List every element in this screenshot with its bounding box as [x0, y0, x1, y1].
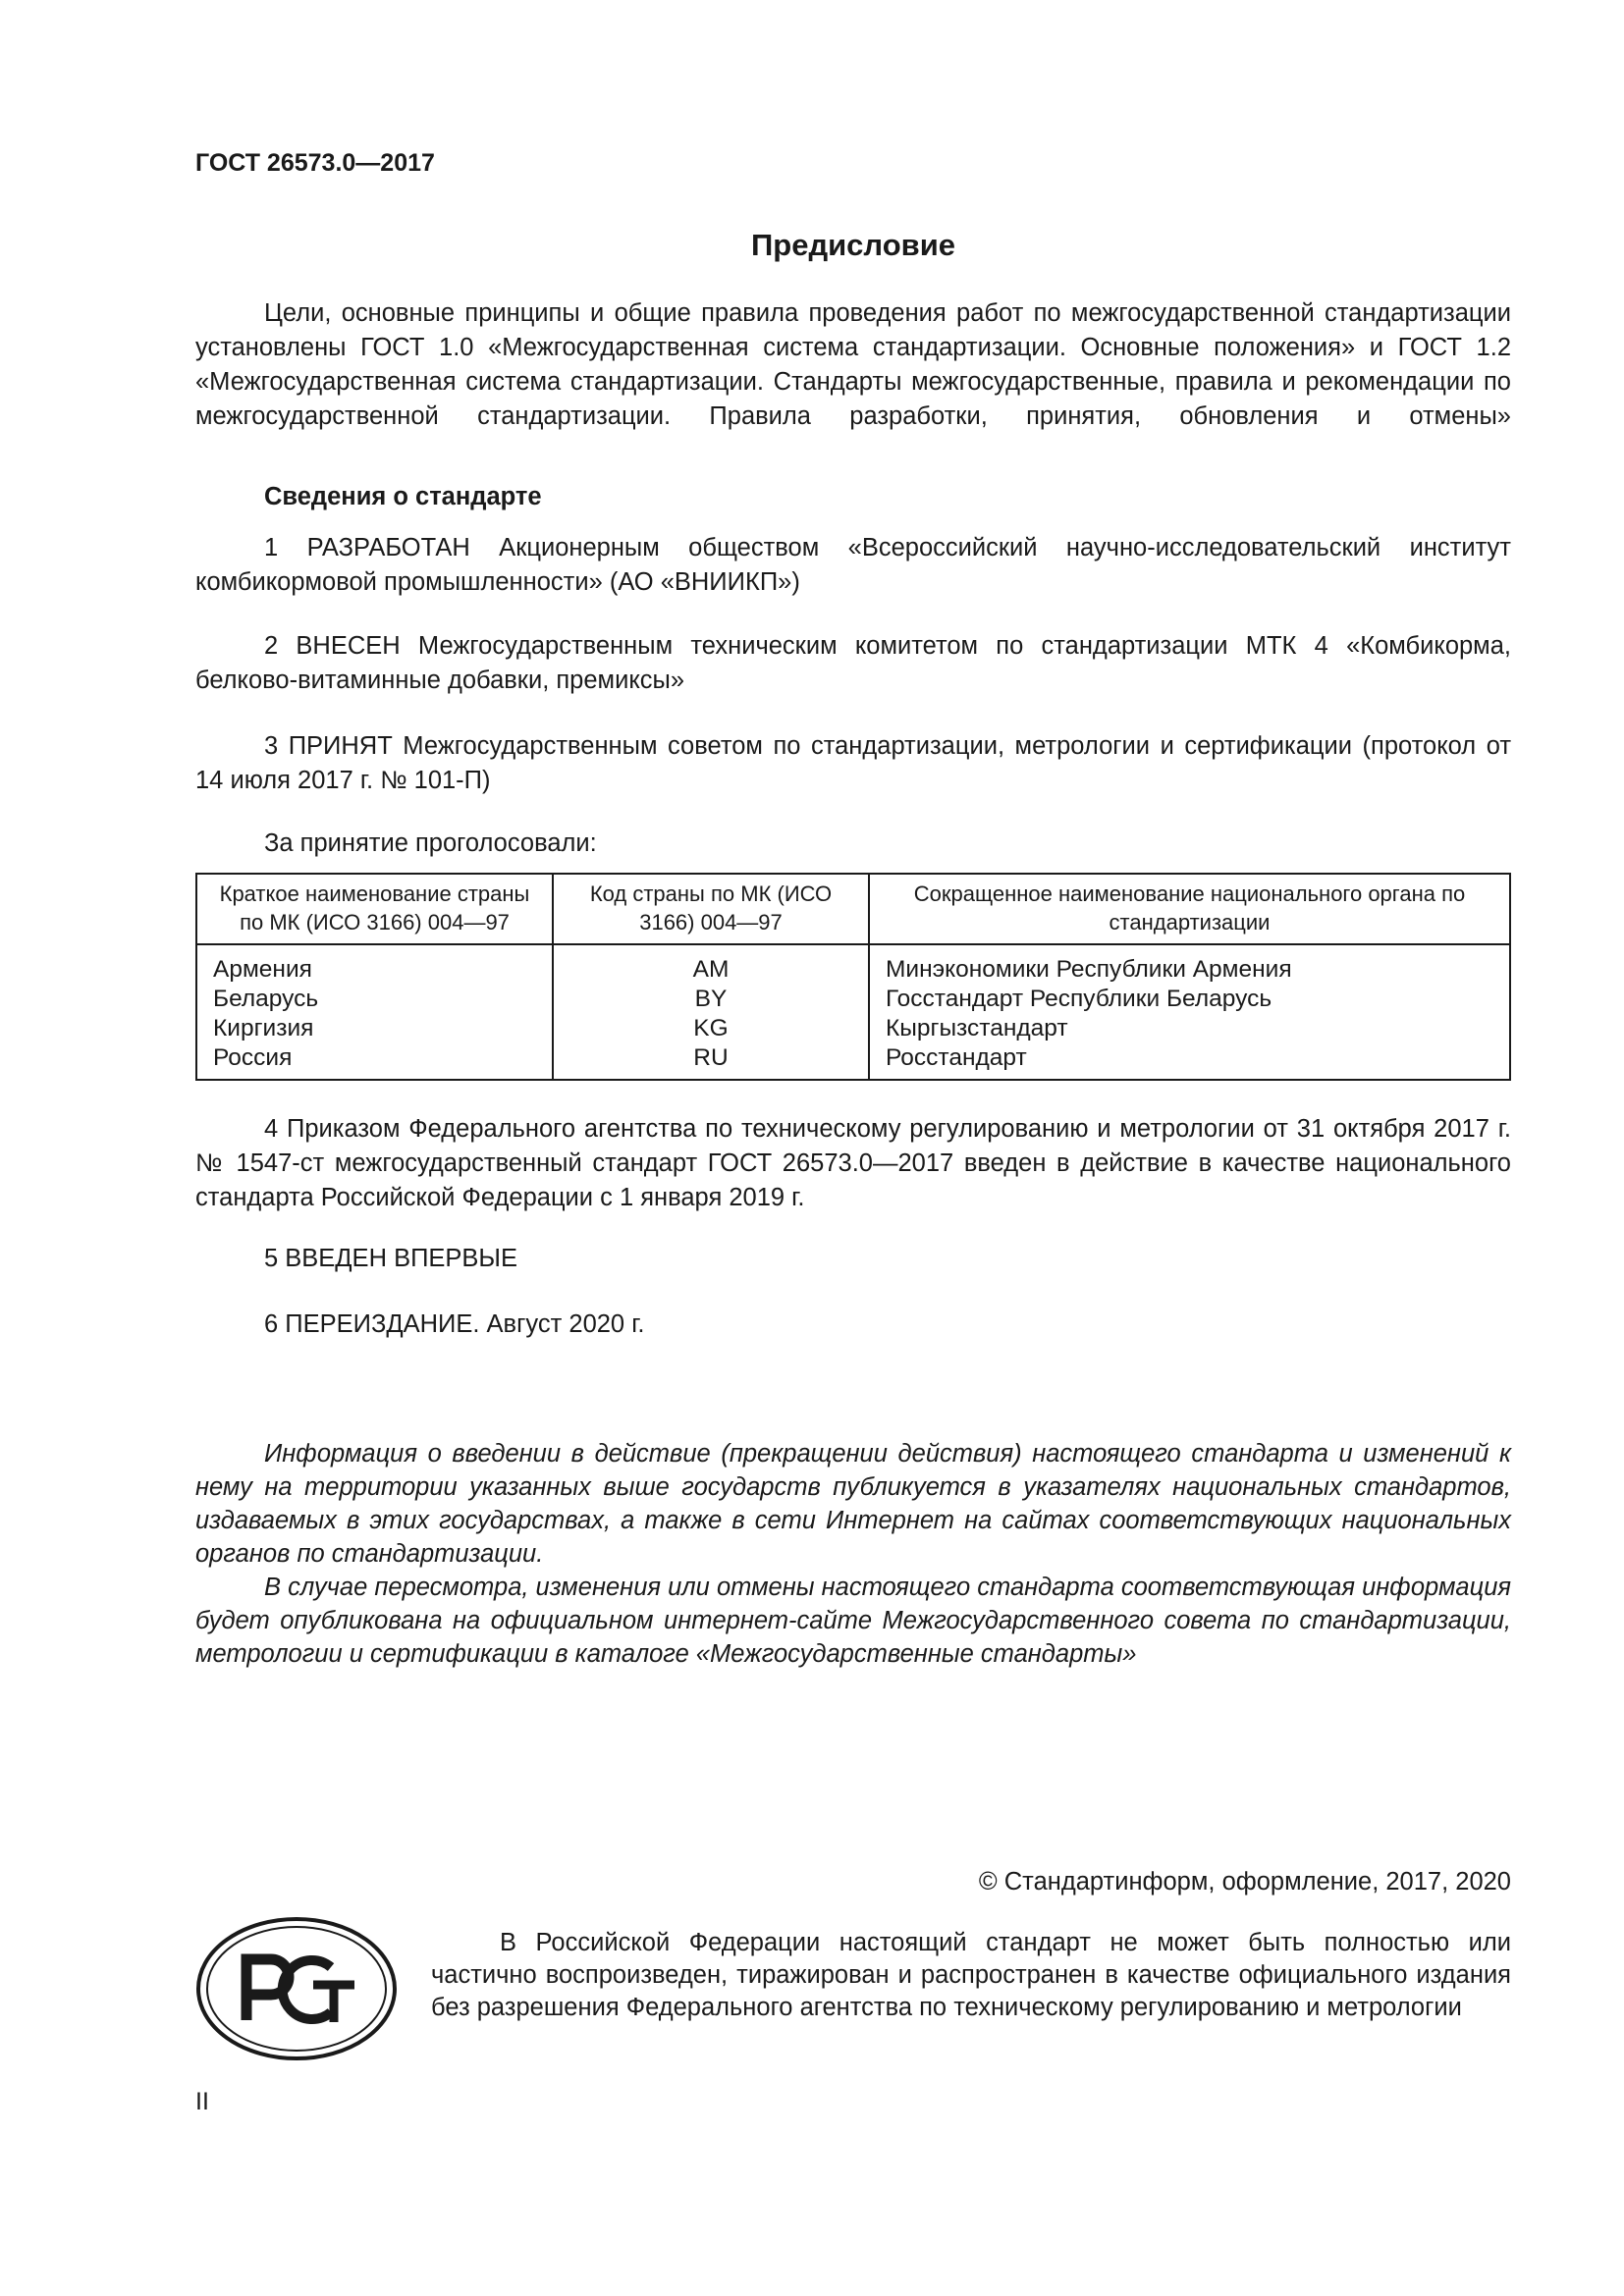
preface-intro: Цели, основные принципы и общие правила проведения работ по межгосударственной стандартизации установлены ГОСТ 1.0 «Межгосударственная система стандартизации. Основные положения» и ГОСТ 1.2 «Межгосударственная система стандартизации. Стандарты межгосударственные, правила и рекомендации по межгосударственной стандартизации. Правила разработки, принятия, обновления и отмены»	[195, 299, 1511, 430]
code-cell: KG	[553, 1014, 869, 1043]
table-header-code: Код страны по МК (ИСО 3166) 004—97	[553, 874, 869, 944]
item-submitted: 2 ВНЕСЕН Межгосударственным техническим комитетом по стандартизации МТК 4 «Комбикорма, белково-витаминные добавки, премиксы»	[195, 632, 1511, 694]
voting-countries-table	[195, 873, 1511, 1081]
page-number: II	[195, 2088, 209, 2115]
preface-title: Предисловие	[750, 228, 955, 262]
table-header-country: Краткое наименование страны по МК (ИСО 3166) 004—97	[196, 874, 553, 944]
body-cell: Минэкономики Республики Армения	[869, 944, 1510, 985]
body-cell: Росстандарт	[869, 1043, 1510, 1080]
country-cell: Киргизия	[196, 1014, 553, 1043]
code-cell: BY	[553, 985, 869, 1014]
standard-info-heading: Сведения о стандарте	[264, 483, 542, 510]
table-header-body: Сокращенное наименование национального органа по стандартизации	[869, 874, 1510, 944]
item-order: 4 Приказом Федерального агентства по техническому регулированию и метрологии от 31 октября 2017 г. № 1547-ст межгосударственный стандарт ГОСТ 26573.0—2017 введен в действие в качестве национального стандарта Российской Федерации с 1 января 2019 г.	[195, 1115, 1511, 1211]
item-developed: 1 РАЗРАБОТАН Акционерным обществом «Всероссийский научно-исследовательский институт комбикормовой промышленности» (АО «ВНИИКП»)	[195, 534, 1511, 596]
item-reissue: 6 ПЕРЕИЗДАНИЕ. Август 2020 г.	[264, 1310, 645, 1338]
body-cell: Госстандарт Республики Беларусь	[869, 985, 1510, 1014]
table-row	[196, 1043, 1510, 1080]
country-cell: Беларусь	[196, 985, 553, 1014]
vote-label: За принятие проголосовали:	[264, 829, 597, 857]
table-row	[196, 985, 1510, 1014]
code-cell: RU	[553, 1043, 869, 1080]
country-cell: Россия	[196, 1043, 553, 1080]
code-cell: AM	[553, 944, 869, 985]
info-paragraph-1: Информация о введении в действие (прекращении действия) настоящего стандарта и изменений к нему на территории указанных выше государств публикуется в указателях национальных стандартов, издаваемых в этих государствах, а также в сети Интернет на сайтах соответствующих национальных органов по стандартизации.	[195, 1440, 1511, 1568]
table-row	[196, 1014, 1510, 1043]
reproduction-notice: В Российской Федерации настоящий стандарт не может быть полностью или частично воспроизведен, тиражирован и распространен в качестве официального издания без разрешения Федерального агентства по техническому регулированию и метрологии	[431, 1929, 1511, 2021]
item-adopted: 3 ПРИНЯТ Межгосударственным советом по стандартизации, метрологии и сертификации (протокол от 14 июля 2017 г. № 101-П)	[195, 732, 1511, 794]
copyright: © Стандартинформ, оформление, 2017, 2020	[978, 1868, 1511, 1896]
rst-logo-icon	[195, 1916, 398, 2061]
country-cell: Армения	[196, 944, 553, 985]
info-paragraph-2: В случае пересмотра, изменения или отмены настоящего стандарта соответствующая информация будет опубликована на официальном интернет-сайте Межгосударственного совета по стандартизации, метрологии и сертификации в каталоге «Межгосударственные стандарты»	[195, 1574, 1511, 1668]
document-code: ГОСТ 26573.0—2017	[195, 149, 435, 177]
table-row	[196, 944, 1510, 985]
body-cell: Кыргызстандарт	[869, 1014, 1510, 1043]
item-first-introduced: 5 ВВЕДЕН ВПЕРВЫЕ	[264, 1245, 518, 1272]
